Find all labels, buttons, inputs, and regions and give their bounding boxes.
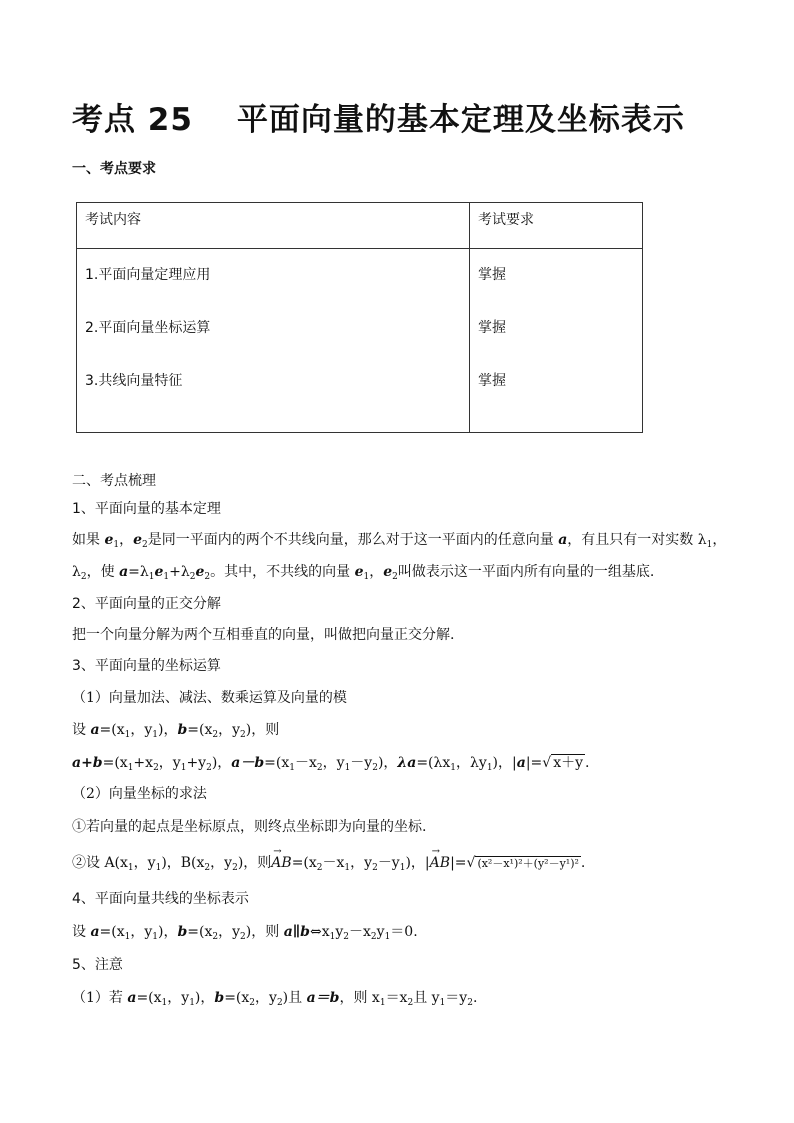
section-heading-requirements: 一、考点要求 bbox=[72, 161, 156, 177]
subsection-title: 3、平面向量的坐标运算 bbox=[72, 658, 221, 674]
table-header-content: 考试内容 bbox=[77, 203, 470, 249]
subsection-title: 2、平面向量的正交分解 bbox=[72, 596, 221, 612]
table-cell-requirement: 掌握 bbox=[478, 373, 506, 389]
section-heading-review: 二、考点梳理 bbox=[72, 473, 156, 489]
paragraph-line: ①若向量的起点是坐标原点，则终点坐标即为向量的坐标. bbox=[72, 819, 427, 835]
table-header-row bbox=[77, 203, 643, 249]
table-body-row bbox=[77, 249, 643, 433]
table-cell-requirement: 掌握 bbox=[478, 267, 506, 283]
formula-line: 设 $a=(x_1$，$y_1$)，$b=(x_2$，$y_2$)，则 $a\parallel b\Leftrightarrow x_1y_2-x_2y_1=0$. bbox=[72, 924, 418, 942]
paragraph-line: 把一个向量分解为两个互相垂直的向量，叫做把向量正交分解. bbox=[72, 627, 455, 643]
requirements-table bbox=[76, 202, 643, 433]
table-header-requirement: 考试要求 bbox=[470, 203, 643, 249]
table-cell-content: 3.共线向量特征 bbox=[85, 373, 183, 389]
title-text: 平面向量的基本定理及坐标表示 bbox=[236, 102, 685, 138]
paragraph-line: 如果 $e_1$，$e_2$是同一平面内的两个不共线向量，那么对于这一平面内的任意向量 a，有且只有一对实数 $\lambda_1$， bbox=[72, 532, 727, 550]
subsection-title: 4、平面向量共线的坐标表示 bbox=[72, 891, 249, 907]
subsection-title: 1、平面向量的基本定理 bbox=[72, 501, 221, 517]
formula-line: ②设 $A(x_1$，$y_1$)，$B(x_2$，$y_2$)，则→ $AB=(x_2-x_1$，$y_2-y_1$)，|→ AB|=√ (x²－x¹)²＋(y²－y¹)² . bbox=[72, 853, 585, 878]
formula-line: 设 $a=(x_1$，$y_1$)，$b=(x_2$，$y_2$)，则 bbox=[72, 722, 280, 740]
paragraph-line: $\lambda_2$，使 $a=\lambda_1e_1+\lambda_2e_2$。其中，不共线的向量 $e_1$，$e_2$叫做表示这一平面内所有向量的一组基底. bbox=[72, 564, 655, 582]
table-cell-requirement: 掌握 bbox=[478, 320, 506, 336]
subsection-title: 5、注意 bbox=[72, 957, 123, 973]
page-title bbox=[72, 94, 685, 139]
table-cell-content: 2.平面向量坐标运算 bbox=[85, 320, 211, 336]
paragraph-line: （1）向量加法、减法、数乘运算及向量的模 bbox=[72, 690, 347, 706]
title-code: 考点 25 bbox=[72, 102, 193, 138]
formula-line: （1）若 $a=(x_1$，$y_1$)，$b=(x_2$，$y_2$)且 a＝b，则 $x_1=x_2$且 $y_1=y_2$. bbox=[72, 990, 478, 1008]
table-cell-content: 1.平面向量定理应用 bbox=[85, 267, 211, 283]
formula-line: $a+b=(x_1+x_2$，$y_1+y_2$)，$a-b=(x_1-x_2$，$y_1-y_2$)，$\lambda a=(\lambda x_1$，$\lambda y_1$)，|a|=√ x＋y . bbox=[72, 755, 590, 773]
paragraph-line: （2）向量坐标的求法 bbox=[72, 786, 207, 802]
